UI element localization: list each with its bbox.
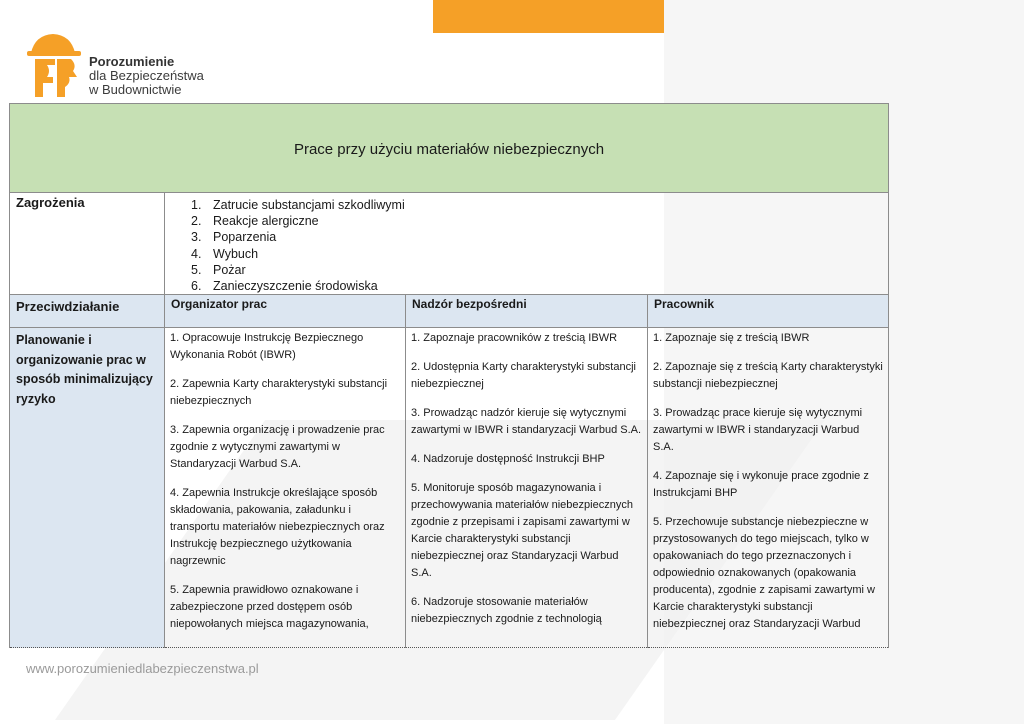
brand-line-3: w Budownictwie [89,82,182,97]
brand-line-2: dla Bezpieczeństwa [89,68,204,83]
hazard-table [9,103,889,648]
organizer-item: 4. Zapewnia Instrukcje określające sposób składowania, pakowania, załadunku i transportu materiałów niebezpiecznych oraz Instrukcję bezpiecznego użytkowania nagrzewnic [170,487,385,568]
hazards-cell [165,193,889,295]
worker-item: 1. Zapoznaje się z treścią IBWR [653,332,810,345]
supervisor-item: 5. Monitoruje sposób magazynowania i przechowywania materiałów niebezpiecznych zgodnie z przepisami i zapisami zawartymi w Karcie charakterystyki substancji niebezpiecznej oraz Standaryzacji Warbud S.A. [411,482,633,580]
planning-label-cell [10,328,165,648]
brand-logo [25,31,205,101]
top-accent-bar [433,0,664,33]
countermeasures-label-cell [10,295,165,328]
column-header-supervisor: Nadzór bezpośredni [406,295,648,328]
organizer-item: 3. Zapewnia organizację i prowadzenie prac zgodnie z wytycznymi zawartymi w Standaryzacji Warbud S.A. [170,424,385,471]
hazards-label: Zagrożenia [16,195,85,210]
worker-cell [648,328,889,648]
worker-item: 4. Zapoznaje się i wykonuje prace zgodnie z Instrukcjami BHP [653,470,869,500]
list-item: 6. Zanieczyszczenie środowiska [191,279,378,294]
organizer-cell [165,328,406,648]
worker-item: 3. Prowadząc prace kieruje się wytycznymi zawartymi w IBWR i standaryzacji Warbud S.A. [653,407,863,454]
list-item: 2. Reakcje alergiczne [191,214,319,229]
list-item: 4. Wybuch [191,246,259,261]
brand-name [89,55,204,97]
column-header-worker: Pracownik [648,295,889,328]
countermeasures-label: Przeciwdziałanie [16,299,120,315]
hazards-list [165,197,888,294]
brand-line-1: Porozumienie [89,54,175,69]
organizer-item: 1. Opracowuje Instrukcję Bezpiecznego Wykonania Robót (IBWR) [170,332,364,362]
supervisor-cell [406,328,648,648]
footer-url[interactable]: www.porozumieniedlabezpieczenstwa.pl [26,661,259,676]
supervisor-item: 2. Udostępnia Karty charakterystyki substancji niebezpiecznej [411,361,636,391]
supervisor-item: 3. Prowadząc nadzór kieruje się wytycznymi zawartymi w IBWR i standaryzacji Warbud S.A. [411,407,642,437]
worker-item: 5. Przechowuje substancje niebezpieczne w przystosowanych do tego miejscach, tylko w opakowaniach do tego przeznaczonych i odpowiednio oznakowanych (opakowania producenta), zgodnie z zapisami zawartymi w Karcie charakterystyki substancji niebezpiecznej oraz Standaryzacji Warbud [653,516,875,631]
table-title-cell [10,104,889,193]
planning-label: Planowanie i organizowanie prac w sposób minimalizujący ryzyko [16,333,153,406]
supervisor-item: 6. Nadzoruje stosowanie materiałów niebezpiecznych zgodnie z technologią [411,596,602,626]
hazards-label-cell [10,193,165,295]
organizer-item: 5. Zapewnia prawidłowo oznakowane i zabezpieczone przed dostępem osób niepowołanych miejsca magazynowania, [170,584,369,631]
worker-item: 2. Zapoznaje się z treścią Karty charakterystyki substancji niebezpiecznej [653,361,883,391]
table-title: Prace przy użyciu materiałów niebezpiecznych [293,140,605,158]
list-item: 1. Zatrucie substancjami szkodliwymi [191,198,405,212]
organizer-item: 2. Zapewnia Karty charakterystyki substancji niebezpiecznych [170,378,388,408]
column-header-organizer: Organizator prac [165,295,406,328]
supervisor-item: 1. Zapoznaje pracowników z treścią IBWR [411,332,618,345]
supervisor-item: 4. Nadzoruje dostępność Instrukcji BHP [411,453,605,466]
helmet-worker-icon [25,31,85,99]
list-item: 3. Poparzenia [191,230,277,245]
list-item: 5. Pożar [191,262,246,277]
